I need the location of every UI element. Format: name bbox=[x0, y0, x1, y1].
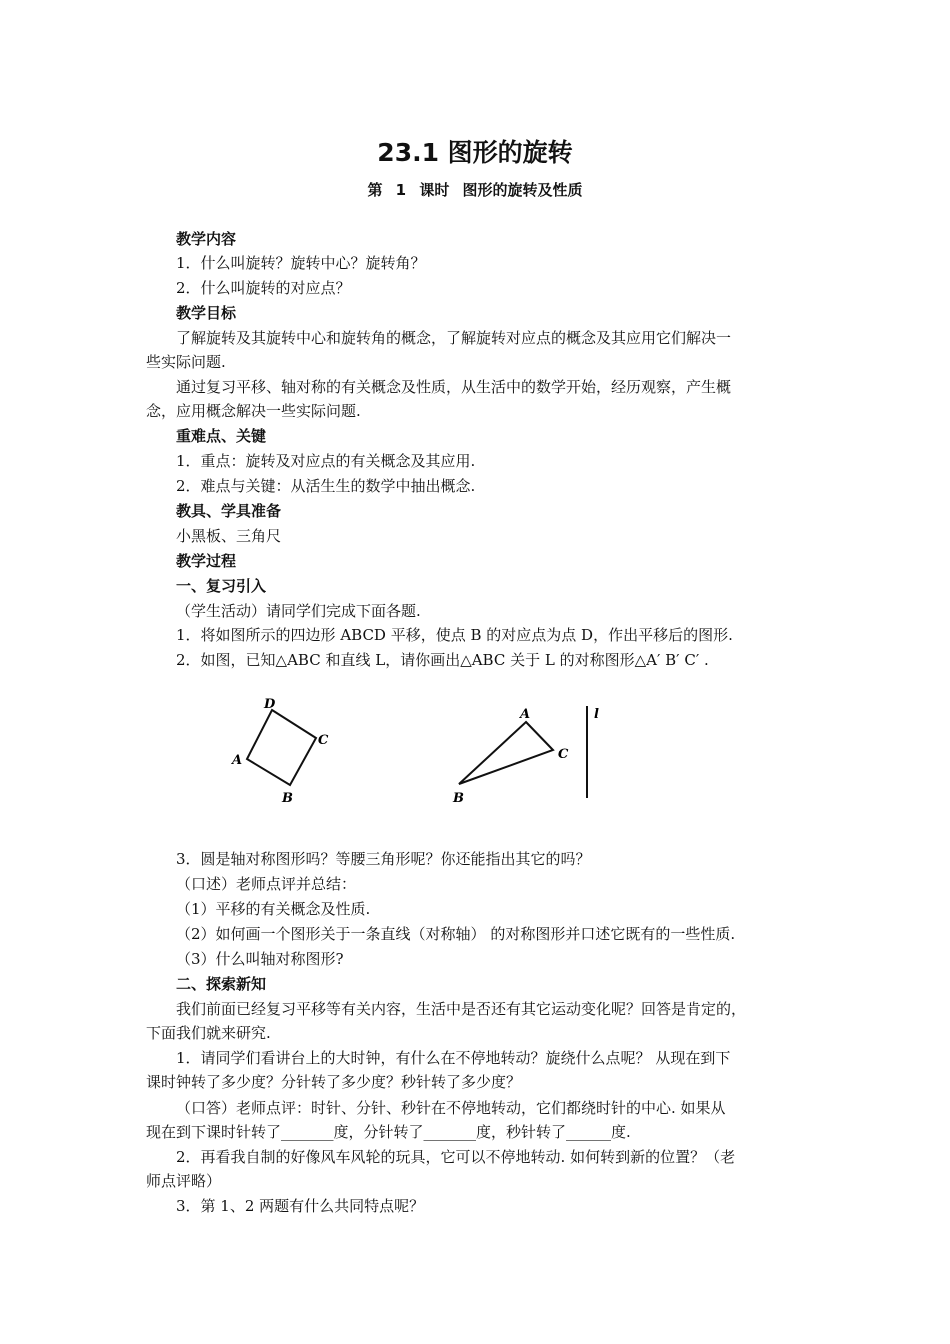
page-title: 23.1 图形的旋转 bbox=[377, 138, 573, 167]
paragraph: 1．重点：旋转及对应点的有关概念及其应用. bbox=[176, 452, 476, 470]
paragraph: 课时钟转了多少度？分针转了多少度？秒针转了多少度？ bbox=[146, 1073, 522, 1091]
paragraph: 小黑板、三角尺 bbox=[176, 527, 282, 545]
quad-label-b: B bbox=[282, 791, 293, 806]
quad-label-a: A bbox=[232, 753, 243, 768]
paragraph: 1．请同学们看讲台上的大时钟，有什么在不停地转动？旋绕什么点呢？ 从现在到下 bbox=[176, 1049, 731, 1067]
paragraph: （学生活动）请同学们完成下面各题. bbox=[176, 602, 421, 620]
paragraph: 现在到下课时针转了_______度，分针转了_______度，秒针转了______度. bbox=[146, 1123, 631, 1141]
paragraph: 下面我们就来研究. bbox=[146, 1024, 271, 1042]
paragraph: （1）平移的有关概念及性质. bbox=[176, 900, 371, 918]
triangle-abc bbox=[459, 722, 553, 784]
section-heading: 二、探索新知 bbox=[176, 975, 267, 993]
tri-label-a: A bbox=[520, 707, 531, 722]
paragraph: 些实际问题. bbox=[146, 353, 226, 371]
paragraph: 师点评略） bbox=[146, 1172, 222, 1190]
section-heading: 教具、学具准备 bbox=[176, 502, 282, 520]
paragraph: 1．将如图所示的四边形 ABCD 平移，使点 B 的对应点为点 D，作出平移后的图形. bbox=[176, 626, 733, 644]
paragraph: 2．再看我自制的好像风车风轮的玩具，它可以不停地转动. 如何转到新的位置？（老 bbox=[176, 1148, 736, 1166]
paragraph: （3）什么叫轴对称图形? bbox=[176, 950, 344, 968]
paragraph: 我们前面已经复习平移等有关内容，生活中是否还有其它运动变化呢？回答是肯定的， bbox=[176, 1000, 747, 1018]
quad-label-d: D bbox=[264, 697, 276, 712]
paragraph: 了解旋转及其旋转中心和旋转角的概念，了解旋转对应点的概念及其应用它们解决一 bbox=[176, 329, 732, 347]
line-label-l: l bbox=[594, 707, 599, 722]
quad-label-c: C bbox=[318, 733, 329, 748]
paragraph: （口答）老师点评：时针、分针、秒针在不停地转动，它们都绕时针的中心. 如果从 bbox=[176, 1099, 726, 1117]
paragraph: 3．第 1、2 两题有什么共同特点呢？ bbox=[176, 1197, 425, 1215]
paragraph: 2．如图，已知△ABC 和直线 L，请你画出△ABC 关于 L 的对称图形△A′ B′ C′ . bbox=[176, 651, 709, 669]
paragraph: 念，应用概念解决一些实际问题. bbox=[146, 402, 361, 420]
paragraph: 通过复习平移、轴对称的有关概念及性质，从生活中的数学开始，经历观察，产生概 bbox=[176, 378, 732, 396]
section-heading: 教学目标 bbox=[176, 304, 237, 322]
paragraph: （2）如何画一个图形关于一条直线（对称轴） 的对称图形并口述它既有的一些性质. bbox=[176, 925, 736, 943]
section-heading: 教学内容 bbox=[176, 230, 237, 248]
paragraph: （口述）老师点评并总结： bbox=[176, 875, 357, 893]
section-heading: 一、复习引入 bbox=[176, 577, 267, 595]
page-subtitle: 第 1 课时 图形的旋转及性质 bbox=[367, 181, 583, 199]
quadrilateral-abcd bbox=[247, 710, 316, 785]
geometry-figure bbox=[220, 692, 640, 812]
section-heading: 教学过程 bbox=[176, 552, 237, 570]
paragraph: 2．什么叫旋转的对应点？ bbox=[176, 279, 351, 297]
section-heading: 重难点、关键 bbox=[176, 427, 267, 445]
tri-label-b: B bbox=[453, 791, 464, 806]
tri-label-c: C bbox=[558, 747, 569, 762]
paragraph: 1．什么叫旋转？旋转中心？旋转角？ bbox=[176, 254, 426, 272]
paragraph: 2．难点与关键：从活生生的数学中抽出概念. bbox=[176, 477, 476, 495]
paragraph: 3．圆是轴对称图形吗？等腰三角形呢？你还能指出其它的吗？ bbox=[176, 850, 591, 868]
